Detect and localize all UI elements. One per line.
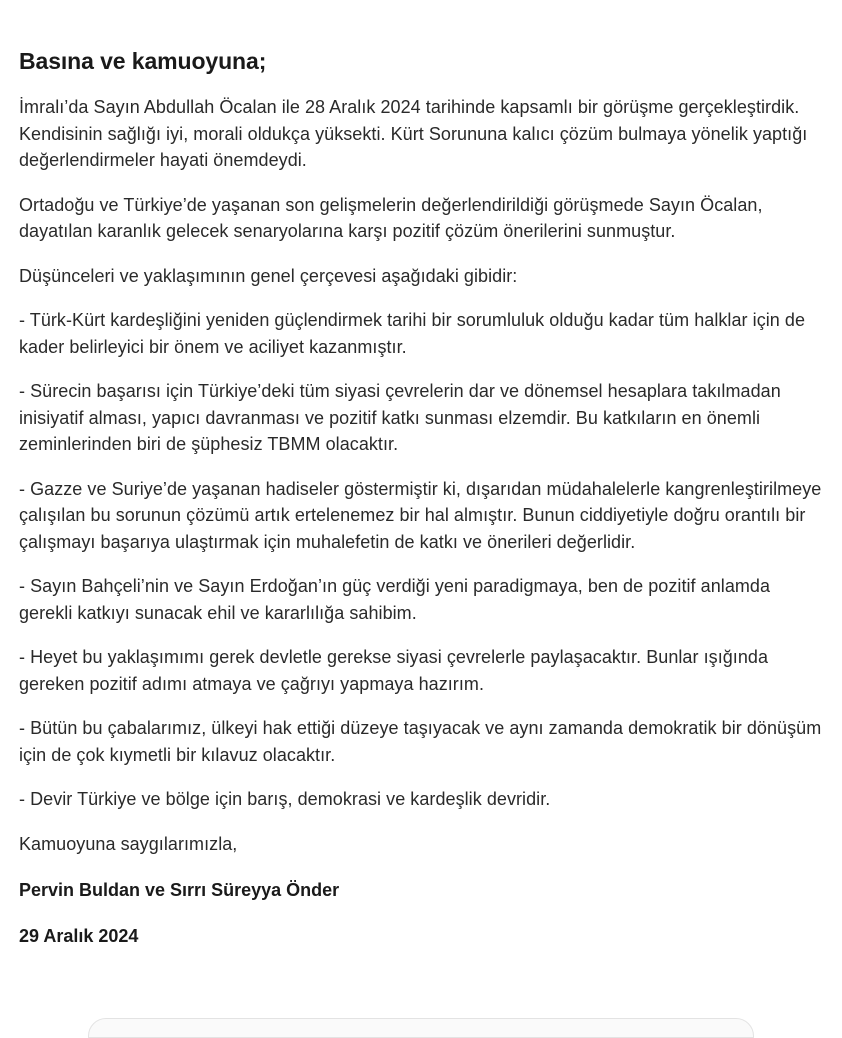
statement-heading: Basına ve kamuoyuna; bbox=[19, 48, 267, 74]
point-era-of-peace: - Devir Türkiye ve bölge için barış, demokrasi ve kardeşlik devridir. bbox=[19, 789, 551, 809]
bottom-bar-edge bbox=[88, 1018, 754, 1038]
framework-intro-paragraph: Düşünceleri ve yaklaşımının genel çerçevesi aşağıdaki gibidir: bbox=[19, 265, 518, 286]
point-democratic-transformation: - Bütün bu çabalarımız, ülkeyi hak ettiği düzeye taşıyacak ve aynı zamanda demokratik bir dönüşüm için de çok kıymetli bir kılavuz olacaktır. bbox=[19, 718, 822, 765]
intro-paragraph: İmralı’da Sayın Abdullah Öcalan ile 28 Aralık 2024 tarihinde kapsamlı bir görüşme gerçekleştirdik. Kendisinin sağlığı iyi, morali oldukça yüksekti. Kürt Sorununa kalıcı çözüm bulmaya yönelik yaptığı değerlendirmeler hayati önemdeydi. bbox=[19, 97, 808, 170]
point-new-paradigm: - Sayın Bahçeli’nin ve Sayın Erdoğan’ın güç verdiği yeni paradigmaya, ben de pozitif anlamda gerekli katkıyı sunacak ehil ve kararlılığa sahibim. bbox=[19, 576, 771, 623]
point-brotherhood: - Türk-Kürt kardeşliğini yeniden güçlendirmek tarihi bir sorumluluk olduğu kadar tüm halklar için de kader belirleyici bir önem ve aciliyet kazanmıştır. bbox=[19, 310, 806, 357]
point-political-circles: - Sürecin başarısı için Türkiye’deki tüm siyasi çevrelerin dar ve dönemsel hesaplara takılmadan inisiyatif alması, yapıcı davranması ve pozitif katkı sunması elzemdir. Bu katkıların en önemli zeminlerinden biri de şüphesiz TBMM olacaktır. bbox=[19, 381, 781, 454]
point-gaza-syria: - Gazze ve Suriye’de yaşanan hadiseler göstermiştir ki, dışarıdan müdahalelerle kangrenleştirilmeye çalışılan bu sorunun çözümü artık ertelenemez bir hal almıştır. Bunun ciddiyetiyle doğru orantılı bir çalışmayı başarıya ulaştırmak için muhalefetin de katkı ve önerileri değerlidir. bbox=[19, 478, 822, 552]
signatories: Pervin Buldan ve Sırrı Süreyya Önder bbox=[19, 880, 340, 900]
context-paragraph: Ortadoğu ve Türkiye’de yaşanan son gelişmelerin değerlendirildiği görüşmede Sayın Öcalan, dayatılan karanlık gelecek senaryolarına karşı pozitif çözüm önerilerini sunmuştur. bbox=[19, 194, 763, 241]
closing-salutation: Kamuoyuna saygılarımızla, bbox=[19, 833, 238, 854]
statement-date: 29 Aralık 2024 bbox=[19, 925, 139, 946]
point-delegation: - Heyet bu yaklaşımımı gerek devletle gerekse siyasi çevrelerle paylaşacaktır. Bunlar ışığında gereken pozitif adımı atmaya ve çağrıyı yapmaya hazırım. bbox=[19, 647, 769, 694]
